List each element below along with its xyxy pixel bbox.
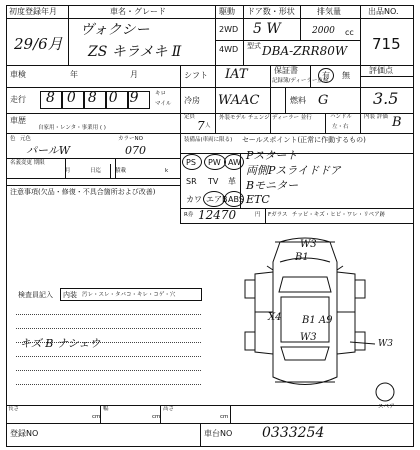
doors-value: 5 W — [253, 21, 281, 37]
disp-unit: cc — [345, 28, 354, 37]
damage-mark-6: W3 — [378, 339, 393, 349]
color-sub: 元色 — [20, 136, 32, 142]
note-line-6 — [16, 384, 201, 385]
capacity-unit: 人 — [205, 123, 211, 129]
damage-mark-5: W3 — [300, 332, 317, 343]
rule-fv4 — [200, 423, 201, 446]
rule-h8 — [6, 185, 180, 186]
damage-mark-2: B1 — [295, 252, 309, 263]
color-num-value: 070 — [125, 144, 146, 157]
inspector-note: キズ B ナシェウ — [20, 337, 101, 350]
damage-mark-3: X4 — [268, 312, 282, 323]
rule-v-load — [110, 164, 111, 178]
notes-label: 注意事項(欠品・修復・不具合箇所および改善) — [10, 188, 156, 196]
equipment-title: 装備品(車両に限る) — [184, 137, 233, 143]
interior-label: 内装 評価 — [364, 114, 388, 120]
first-reg-value: 29/6月 — [14, 35, 63, 53]
height-cm: cm — [220, 414, 229, 420]
warranty-yes: 有 — [322, 71, 330, 80]
rule-h7 — [6, 178, 180, 179]
damage-mark-1: W3 — [300, 239, 317, 250]
inspector-tags: 汚レ・スレ・タバコ・キレ・コゲ・穴 — [82, 292, 176, 298]
chassis-no-label: 車台NO — [204, 429, 233, 438]
equip-pw: PW — [208, 158, 221, 167]
damage-mark-4: B1 A9 — [302, 315, 333, 326]
type-label: 型式 — [247, 42, 261, 50]
model-value: ヴォクシー — [80, 22, 150, 38]
frame-bottom — [6, 446, 414, 447]
inspector-label: 検査員記入 — [18, 291, 53, 299]
load-label: 積載 — [115, 168, 127, 174]
model-change-label: 外装モデル チェンジ — [219, 115, 270, 121]
note-line-2 — [16, 328, 201, 329]
rule-h6 — [6, 158, 180, 159]
r-ticket-value: 12470 — [198, 208, 237, 222]
equip-tv: TV — [208, 177, 219, 186]
equip-ps-circle — [182, 154, 202, 170]
drive-label: 駆動 — [219, 7, 235, 16]
rule-v8 — [270, 65, 271, 133]
rule-h5 — [6, 133, 413, 134]
rule-v4 — [300, 5, 301, 40]
drive-2wd: 2WD — [219, 25, 239, 34]
name-change-day: 日迄 — [90, 168, 102, 174]
note-line-4 — [16, 356, 201, 357]
sales-title: セールスポイント(正常に作動するもの) — [242, 136, 366, 144]
color-value: パールW — [26, 144, 71, 157]
equip-leather: 革 — [228, 177, 236, 186]
equip-airbag-circle — [203, 191, 225, 207]
width-label: 幅 — [103, 406, 109, 412]
interior-value: B — [392, 115, 402, 130]
chassis-no-value: 0333254 — [262, 425, 325, 441]
lot-label: 出品NO. — [368, 7, 399, 16]
inspector-interior: 内装 — [63, 291, 77, 299]
rule-h10 — [180, 223, 413, 224]
aircon-value: WAAC — [218, 93, 260, 108]
sales-point-3: Bモニター — [246, 179, 299, 192]
note-line-1 — [16, 314, 201, 315]
rule-h-score — [360, 76, 413, 77]
drive-4wd: 4WD — [219, 45, 239, 54]
equip-aw-circle — [224, 154, 244, 170]
rule-v6 — [180, 65, 181, 223]
rule-h2 — [6, 65, 413, 66]
equip-abs-circle — [224, 191, 244, 207]
load-kg: k — [165, 168, 169, 174]
grade-value: ZS キラメキ Ⅱ — [88, 44, 182, 60]
color-num-label: カラーNO — [118, 136, 143, 142]
warranty-no: 無 — [342, 71, 350, 80]
inspection-label: 車検 — [10, 70, 26, 79]
capacity-value: 7 — [197, 119, 205, 133]
disp-label: 排気量 — [317, 7, 341, 16]
lot-value: 715 — [372, 35, 401, 53]
equip-abs: ABS — [228, 195, 244, 204]
rule-v1 — [68, 5, 69, 65]
capacity-label: 定員 — [184, 114, 196, 120]
mileage-value: 80809 — [46, 90, 151, 106]
rule-f2 — [6, 423, 413, 424]
handle-value: 左・右 — [332, 124, 349, 130]
warranty-label: 保証書 — [274, 66, 298, 75]
frame-right — [413, 5, 414, 446]
length-cm: cm — [92, 414, 101, 420]
doors-label: ドア数・形状 — [247, 7, 295, 16]
rule-fv3 — [230, 405, 231, 423]
inspection-month: 月 — [130, 70, 138, 79]
rule-h-type — [215, 40, 360, 41]
score-label: 評価点 — [369, 66, 393, 75]
first-reg-label: 初度登録年月 — [9, 7, 57, 16]
rule-v-glass — [265, 208, 266, 223]
mileage-unit-km: キロ — [155, 91, 167, 97]
rule-v7 — [215, 65, 216, 133]
r-ticket-unit: 円 — [255, 212, 261, 218]
color-label: 色 — [10, 136, 16, 142]
sales-point-1: Pスタート — [246, 149, 298, 162]
model-label: 車名・グレード — [110, 7, 166, 16]
dealer-label: ディーラー 並行 — [272, 115, 312, 121]
history-options: 自家用・レンタ・事業用 ( ) — [38, 125, 106, 131]
handle-label: ハンドル — [330, 114, 353, 120]
type-value: DBA-ZRR80W — [262, 44, 348, 58]
equip-ps: PS — [186, 158, 196, 167]
aircon-label: 冷房 — [184, 96, 200, 105]
width-cm: cm — [152, 414, 161, 420]
name-change-month: 月 — [65, 168, 71, 174]
shift-label: シフト — [184, 71, 208, 80]
rule-v3 — [243, 5, 244, 65]
name-change-label: 名義変更 期限 — [10, 160, 45, 166]
glass-value: チッピ・キズ・ヒビ・ワレ・リペア跡 — [292, 212, 386, 218]
shift-value: IAT — [225, 67, 248, 82]
equip-airbag: エアB — [206, 195, 228, 204]
mileage-unit-mile: マイル — [155, 101, 172, 107]
warranty-yes-circle — [318, 68, 334, 83]
length-label: 長さ — [8, 406, 20, 412]
disp-value: 2000 — [312, 26, 335, 36]
score-value: 3.5 — [373, 89, 399, 108]
note-line-5 — [16, 370, 201, 371]
rule-v2 — [215, 5, 216, 65]
glass-label: Fガラス — [268, 212, 288, 218]
spare-label: スペア — [378, 404, 395, 410]
rule-v11 — [325, 113, 326, 133]
mileage-label: 走行 — [10, 95, 26, 104]
warranty-sub: 記録簿/ディーラー点検 — [272, 78, 329, 84]
rule-h3 — [6, 87, 413, 88]
reg-no-label: 登録NO — [10, 429, 39, 438]
sales-point-4: ETC — [246, 193, 270, 206]
rule-v5 — [360, 5, 361, 65]
equip-kawa: カワ — [186, 195, 202, 204]
sales-point-2: 両側Pスライドドア — [246, 164, 341, 177]
equip-aw: AW — [228, 158, 241, 167]
r-ticket-label: R券 — [184, 212, 194, 218]
fuel-label: 燃料 — [290, 96, 306, 105]
height-label: 高さ — [163, 406, 175, 412]
inspection-year: 年 — [70, 70, 78, 79]
equip-pw-circle — [204, 154, 226, 170]
history-label: 車歴 — [10, 116, 26, 125]
equip-sr: SR — [186, 177, 197, 186]
frame-left — [6, 5, 7, 446]
fuel-value: G — [318, 93, 329, 108]
rule-v9 — [285, 87, 286, 113]
